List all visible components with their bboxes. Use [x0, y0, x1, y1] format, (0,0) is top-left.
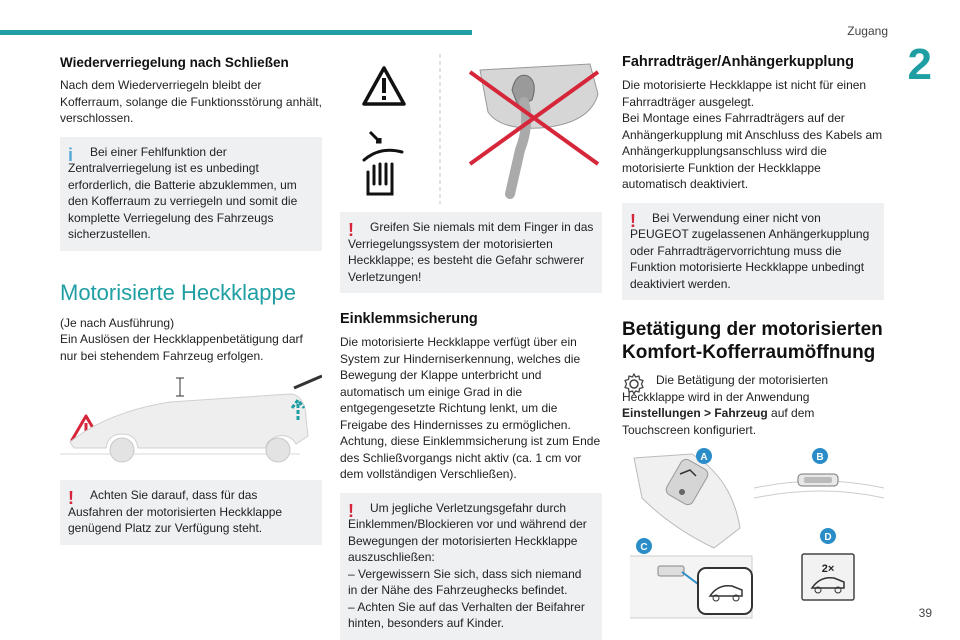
- tailgate-button-drawing: [754, 474, 884, 498]
- warn-box-space: [60, 480, 322, 545]
- info-icon: i: [68, 144, 74, 165]
- settings-path: Einstellungen > Fahrzeug: [622, 406, 768, 420]
- finger-lock-illustration: [340, 54, 602, 204]
- relock-heading: Wiederverriegelung nach Schließen: [60, 55, 289, 70]
- comfort-opening-heading: Betätigung der motorisierten Komfort-Kofferraumöffnung: [622, 319, 883, 363]
- hand-press-icon: [364, 132, 402, 194]
- warn-space-text: Achten Sie darauf, dass für das Ausfahren der motorisierten Heckklappe genügend Platz zur Verfügung steht.: [68, 488, 283, 535]
- gear-icon: [622, 372, 646, 396]
- callout-c: [636, 538, 652, 554]
- bike-carrier-heading: Fahrradträger/Anhängerkupplung: [622, 54, 855, 70]
- pinch-protection-heading: Einklemmsicherung: [340, 311, 478, 327]
- callout-d: [820, 528, 836, 544]
- motor-tailgate-text: Ein Auslösen der Heckklappenbetätigung darf nur bei stehendem Fahrzeug erfolgen.: [60, 332, 303, 363]
- finger-warning-figure: [340, 54, 602, 204]
- svg-text:D: D: [824, 532, 832, 543]
- key-remote-drawing: [634, 454, 740, 548]
- warning-icon: !: [348, 500, 354, 521]
- motor-tailgate-note: (Je nach Ausführung): [60, 315, 175, 330]
- info-box-central-locking: [60, 137, 322, 251]
- page-number: 39: [918, 606, 932, 620]
- danger-triangle-icon: [364, 68, 404, 104]
- chapter-number: 2: [907, 40, 932, 89]
- section-title: Zugang: [847, 24, 888, 38]
- column-right: [622, 54, 884, 626]
- warn-finger-text: Greifen Sie niemals mit dem Finger in das Verriegelungssystem der motorisierten Heckklappe; es besteht die Gefahr schwerer Verletzungen!: [348, 220, 594, 284]
- settings-paragraph: [622, 372, 884, 438]
- warn-box-towbar: [622, 203, 884, 301]
- warning-icon: !: [68, 488, 74, 508]
- warn-box-risk: [340, 493, 602, 640]
- settings-text-pre: Die Betätigung der motorisierten Heckklappe wird in der Anwendung: [622, 373, 829, 404]
- car-tailgate-illustration: [60, 374, 322, 464]
- column-left: [60, 54, 322, 555]
- warning-icon: !: [348, 220, 354, 240]
- relock-text: Nach dem Wiederverriegeln bleibt der Kofferraum, solange die Funktionsstörung anhält, verschlossen.: [60, 78, 322, 125]
- warn-risk-intro: Um jegliche Verletzungsgefahr durch Einklemmen/Blockieren vor und während der Bewegungen der motorisierten Heckklappe auszuschließen:: [348, 500, 587, 564]
- double-press-label: 2×: [821, 563, 835, 575]
- bike-carrier-text-1: Die motorisierte Heckklappe ist nicht für einen Fahrradträger ausgelegt.: [622, 78, 867, 109]
- settings-text-post: auf dem Touchscreen konfiguriert.: [622, 406, 815, 437]
- header-accent-bar: [0, 30, 472, 35]
- warn-towbar-text: Bei Verwendung einer nicht von PEUGEOT zugelassenen Anhängerkupplung oder Fahrradträgervorrichtung muss die Funktion motorisierte Heckklappe unbedingt deaktiviert werden.: [630, 210, 870, 291]
- door-switch-drawing: [630, 556, 752, 618]
- warn-risk-item-2: – Achten Sie auf das Verhalten der Beifahrer hinten, besonders auf Kinder.: [348, 599, 585, 630]
- svg-text:C: C: [640, 542, 648, 553]
- column-middle: [340, 54, 602, 640]
- motor-tailgate-heading: Motorisierte Heckklappe: [60, 279, 296, 305]
- bike-carrier-text-2: Bei Montage eines Fahrradträgers auf der Anhängerkupplung mit Anschluss des Kabels am Anhängerkupplungsanschluss wird die motorisierte Funktion der Heckklappe automatisch deaktiviert.: [622, 111, 883, 191]
- pinch-protection-text: Die motorisierte Heckklappe verfügt über ein System zur Hinderniserkennung, welches die Bewegung der Klappe unterbricht und automatisch um einige Grad in die entgegengesetzte Richtung lenkt, um die Freigabe des Hindernisses zu ermöglichen. Achtung, diese Einklemmsicherung ist zum Ende des Schließvorgangs nicht aktiv (ca. 1 cm vor dem vollständigen Verschließen).: [340, 335, 601, 481]
- warning-icon: !: [630, 210, 636, 231]
- tailgate-controls-illustration: [622, 448, 884, 626]
- car-tailgate-figure: [60, 374, 322, 464]
- svg-text:A: A: [700, 452, 708, 463]
- controls-figure: [622, 448, 884, 626]
- touchscreen-button-drawing: [802, 554, 854, 600]
- info-text: Bei einer Fehlfunktion der Zentralverriegelung ist es unbedingt erforderlich, die Batterie abzuklemmen, um den Kofferraum zu verriegeln und somit die komplette Verriegelung des Fahrzeugs sicherzustellen.: [68, 144, 298, 241]
- warn-risk-item-1: – Vergewissern Sie sich, dass sich niemand in der Nähe des Fahrzeughecks befindet.: [348, 566, 582, 597]
- callout-b: [812, 448, 828, 464]
- warn-box-finger: [340, 212, 602, 293]
- callout-a: [696, 448, 712, 464]
- svg-text:B: B: [816, 452, 824, 463]
